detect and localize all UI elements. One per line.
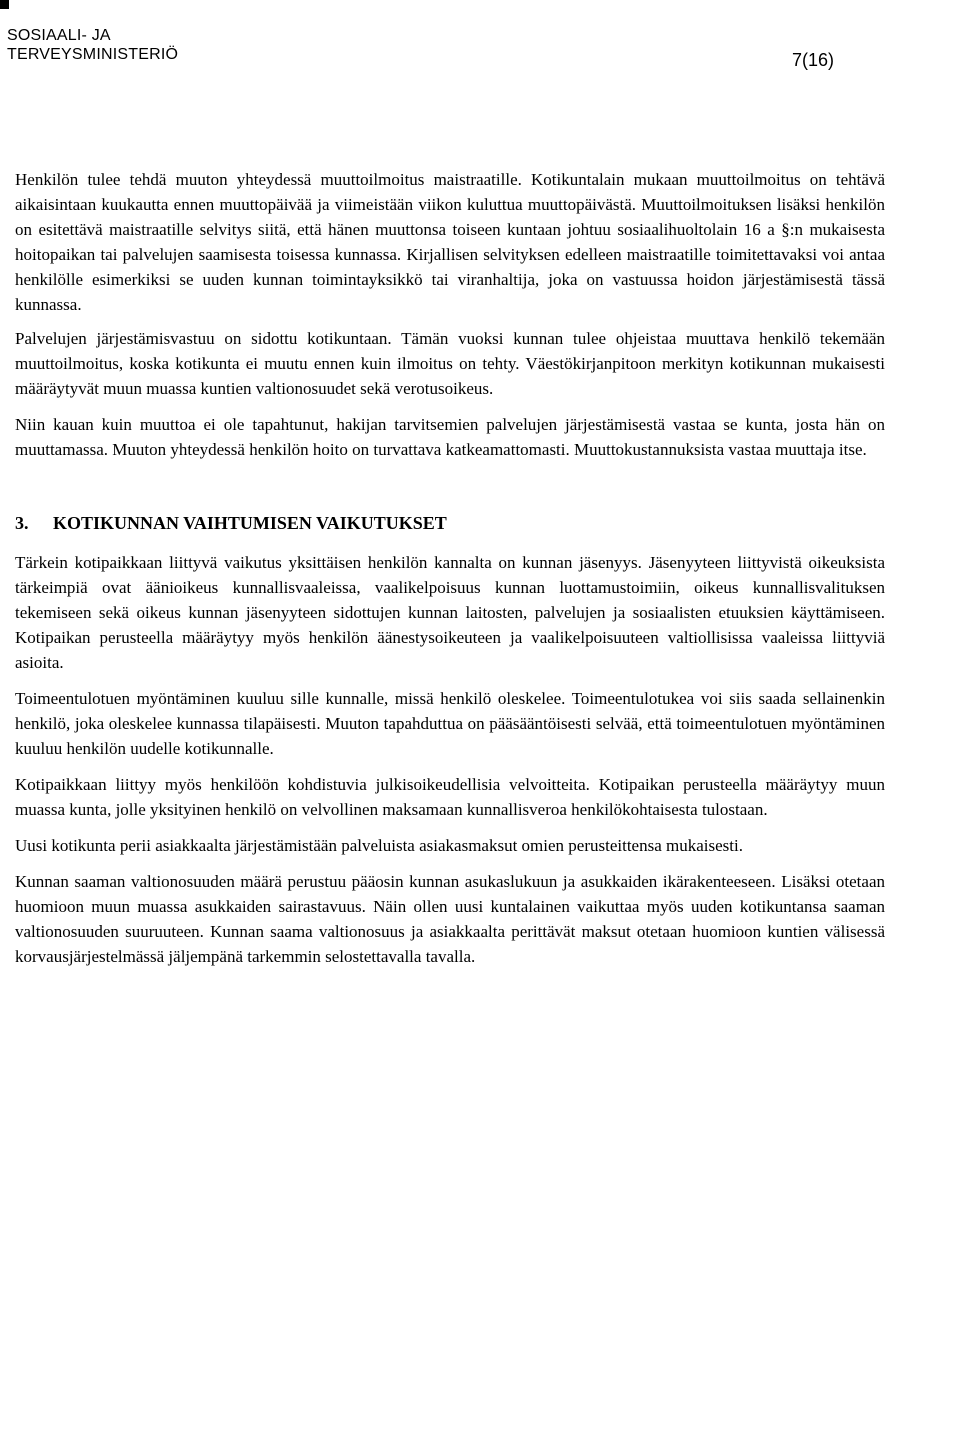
ministry-logo-mark [0, 0, 9, 9]
section-title: KOTIKUNNAN VAIHTUMISEN VAIKUTUKSET [53, 513, 447, 533]
paragraph-client-fees: Uusi kotikunta perii asiakkaalta järjestämistään palveluista asiakasmaksut omien perusteittensa mukaisesti. [15, 836, 743, 855]
document-body [15, 167, 885, 969]
section-heading [15, 510, 885, 536]
paragraph-state-subsidy: Kunnan saaman valtionosuuden määrä perustuu pääosin kunnan asukaslukuun ja asukkaiden ikärakenteeseen. Lisäksi otetaan huomioon muun muassa asukkaiden sairastavuus. Näin ollen uusi kuntalainen vaikuttaa myös uuden kotikuntansa saaman valtionosuuden suuruuteen. Kunnan saama valtionosuus ja asiakkaalta perittävät maksut otetaan huomioon kuntien välisessä korvausjärjestelmässä jäljempänä tarkemmin selostettavalla tavalla. [15, 872, 885, 966]
paragraph-moving-notice: Henkilön tulee tehdä muuton yhteydessä muuttoilmoitus maistraatille. Kotikuntalain mukaan muuttoilmoitus on tehtävä aikaisintaan kuukautta ennen muuttopäivää ja viimeistään viikon kuluttua muuttopäivästä. Muuttoilmoituksen lisäksi henkilön on esitettävä maistraatille selvitys siitä, että hänen muuttonsa toiseen kuntaan johtuu sosiaalihuoltolain 16 a §:n mukaisesta hoitopaikan tai palvelujen saamisesta toisessa kunnassa. Kirjallisen selvityksen edelleen maistraatille toimitettavaksi voi antaa henkilölle esimerkiksi se uuden kunnan toimintayksikkö tai viranhaltija, joka on vastuussa hoidon järjestämisestä tässä kunnassa. [15, 170, 885, 314]
paragraph-service-responsibility: Palvelujen järjestämisvastuu on sidottu kotikuntaan. Tämän vuoksi kunnan tulee ohjeistaa muuttava henkilö tekemään muuttoilmoitus, koska kotikunta ei muutu ennen kuin ilmoitus on tehty. Väestökirjanpitoon merkityn kotikunnan mukaisesti määräytyvät muun muassa kuntien valtionosuudet sekä verotusoikeus. [15, 329, 885, 398]
paragraph-income-support: Toimeentulotuen myöntäminen kuuluu sille kunnalle, missä henkilö oleskelee. Toimeentulotukea voi siis saada sellainenkin henkilö, joka oleskelee kunnassa tilapäisesti. Muuton tapahduttua on pääsääntöisesti selvää, että toimeentulotuen myöntäminen kuuluu henkilön uudelle kotikunnalle. [15, 689, 885, 758]
section-number: 3. [15, 513, 29, 533]
paragraph-membership: Tärkein kotipaikkaan liittyvä vaikutus yksittäisen henkilön kannalta on kunnan jäsenyys. Jäsenyyteen liittyvistä oikeuksista tärkeimpiä ovat äänioikeus kunnallisvaaleissa, vaalikelpoisuus kunnan luottamustoimiin, oikeus kunnallisvalituksen tekemiseen sekä oikeus kunnan jäsenyyteen sidottujen kunnan laitosten, palvelujen ja sosiaalisten etuuksien käyttämiseen. Kotipaikan perusteella määräytyy myös henkilön äänestysoikeuteen ja vaalikelpoisuuteen valtiollisissa vaaleissa liittyviä asioita. [15, 553, 885, 672]
ministry-name-line-2: TERVEYSMINISTERIÖ [7, 46, 179, 63]
paragraph-public-obligations: Kotipaikkaan liittyy myös henkilöön kohdistuvia julkisoikeudellisia velvoitteita. Kotipaikan perusteella määräytyy muun muassa kunta, jolle yksityinen henkilö on velvollinen maksamaan kunnallisveroa henkilökohtaisesta tulostaan. [15, 775, 885, 819]
page-number: 7(16) [792, 50, 835, 70]
paragraph-until-moved: Niin kauan kuin muuttoa ei ole tapahtunut, hakijan tarvitsemien palvelujen järjestämisestä vastaa se kunta, josta hän on muuttamassa. Muuton yhteydessä henkilön hoito on turvattava katkeamattomasti. Muuttokustannuksista vastaa muuttaja itse. [15, 415, 885, 459]
ministry-name [7, 26, 178, 64]
ministry-name-line-1: SOSIAALI- JA [7, 27, 111, 44]
